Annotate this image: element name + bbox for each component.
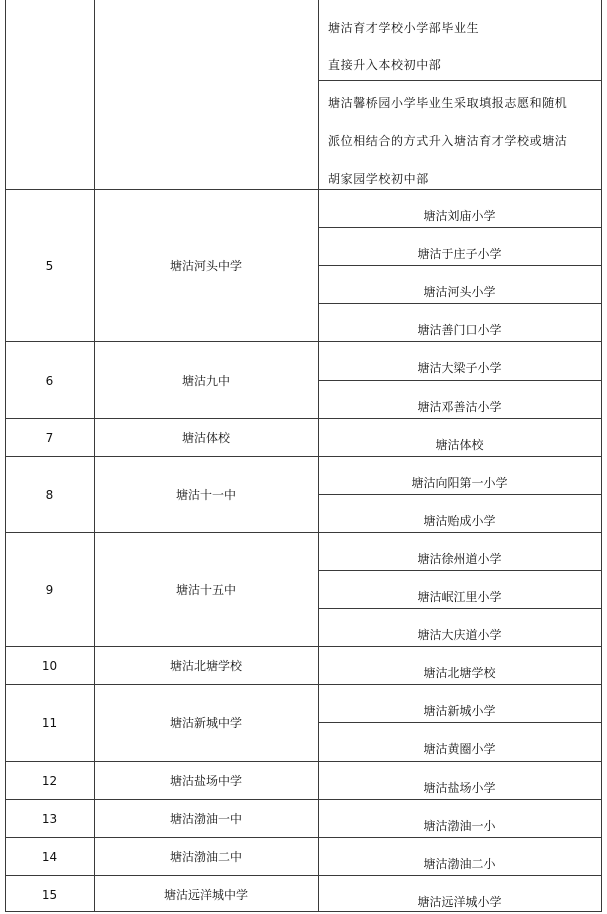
primary-school-name: 塘沽大梁子小学 [417,361,502,376]
middle-school-name: 塘沽十一中 [175,487,237,502]
continuation-line: 塘沽馨桥园小学毕业生采取填报志愿和随机 [328,96,568,110]
middle-school-name: 塘沽渤油一中 [169,811,243,826]
middle-school-name: 塘沽盐场中学 [169,773,243,788]
table-rule [318,380,601,381]
primary-school-name: 塘沽盐场小学 [423,780,496,795]
table-rule [318,494,601,495]
table-rule [5,911,601,912]
row-number: 8 [45,487,54,502]
primary-school-name: 塘沽善门口小学 [417,323,502,338]
primary-school-name: 塘沽大庆道小学 [417,628,502,643]
middle-school-name: 塘沽渤油二中 [169,849,243,864]
primary-school-name: 塘沽于庄子小学 [417,247,502,262]
table-rule [318,227,601,228]
primary-school-name: 塘沽刘庙小学 [423,209,496,224]
primary-school-name: 塘沽邓善沽小学 [417,399,502,414]
continuation-line: 派位相结合的方式升入塘沽育才学校或塘沽 [328,134,568,148]
middle-school-name: 塘沽体校 [181,430,231,445]
primary-school-name: 塘沽新城小学 [423,704,496,719]
table-rule [5,341,601,342]
middle-school-name: 塘沽河头中学 [169,259,243,274]
table-rule [318,265,601,266]
table-rule [318,570,601,571]
continuation-line: 胡家园学校初中部 [328,172,429,186]
middle-school-name: 塘沽十五中 [175,583,237,598]
row-number: 9 [45,583,54,598]
table-rule [5,418,601,419]
row-number: 10 [41,659,58,674]
table-rule [5,684,601,685]
row-number: 12 [41,773,58,788]
continuation-line: 塘沽育才学校小学部毕业生 [328,21,480,35]
row-number: 6 [45,373,54,388]
table-rule [601,0,602,912]
row-number: 13 [41,811,58,826]
primary-school-name: 塘沽徐州道小学 [417,551,502,566]
table-rule [5,837,601,838]
primary-school-name: 塘沽贻成小学 [423,513,496,528]
primary-school-name: 塘沽渤油一小 [423,818,496,833]
table-rule [5,761,601,762]
table-rule [5,532,601,533]
row-number: 7 [45,430,54,445]
primary-school-name: 塘沽北塘学校 [423,666,496,681]
middle-school-name: 塘沽九中 [181,373,231,388]
primary-school-name: 塘沽向阳第一小学 [411,475,508,490]
primary-school-name: 塘沽体校 [435,437,484,452]
row-number: 11 [41,716,58,731]
table-rule [318,80,601,81]
primary-school-name: 塘沽渤油二小 [423,856,496,871]
table-rule [5,875,601,876]
row-number: 5 [45,259,54,274]
primary-school-name: 塘沽远洋城小学 [417,894,502,909]
table-rule [318,608,601,609]
table-rule [5,646,601,647]
table-rule [5,189,601,190]
table-rule [5,799,601,800]
table-rule [318,722,601,723]
row-number: 15 [41,887,58,902]
continuation-line: 直接升入本校初中部 [328,58,442,72]
row-number: 14 [41,849,58,864]
primary-school-name: 塘沽河头小学 [423,285,496,300]
table-rule [318,303,601,304]
middle-school-name: 塘沽新城中学 [169,716,243,731]
table-rule [5,456,601,457]
middle-school-name: 塘沽远洋城中学 [163,887,249,902]
primary-school-name: 塘沽黄圈小学 [423,742,496,757]
primary-school-name: 塘沽岷江里小学 [417,590,502,605]
middle-school-name: 塘沽北塘学校 [169,659,243,674]
